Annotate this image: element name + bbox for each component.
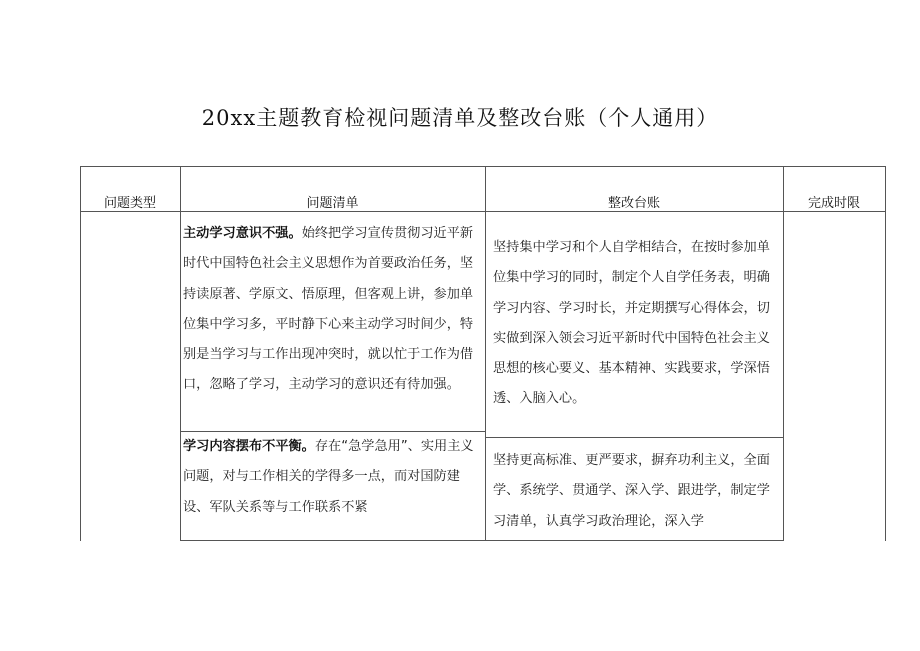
table-divider-2 bbox=[485, 166, 486, 541]
header-rectification: 整改台账 bbox=[607, 196, 660, 211]
header-problem-list: 问题清单 bbox=[306, 196, 359, 211]
row-1-bottom-right bbox=[485, 437, 784, 438]
table-border-left bbox=[80, 166, 81, 541]
table-border-right bbox=[885, 166, 886, 541]
row-2-bottom bbox=[180, 540, 784, 541]
table-divider-3 bbox=[783, 166, 784, 541]
rectification-cell-2 bbox=[493, 446, 783, 537]
problem-body-2: 存在“急学急用”、实用主义问题，对与工作相关的学得多一点，而对国防建设、军队关系等与工作联系不紧 bbox=[183, 439, 474, 515]
table-border-top bbox=[80, 166, 886, 167]
header-problem-type: 问题类型 bbox=[103, 196, 156, 211]
rectification-text-2: 坚持更高标准、更严要求，摒弃功利主义，全面学、系统学、贯通学、深入学、跟进学，制定学习清单，认真学习政治理论，深入学 bbox=[493, 453, 770, 529]
header-bottom-border bbox=[80, 211, 886, 212]
rectification-cell-1 bbox=[493, 233, 783, 415]
problem-cell-1 bbox=[183, 219, 485, 401]
problem-lead-2: 学习内容摆布不平衡。 bbox=[183, 439, 315, 454]
document-title: 20xx主题教育检视问题清单及整改台账（个人通用） bbox=[201, 106, 719, 130]
problem-body-1: 始终把学习宣传贯彻习近平新时代中国特色社会主义思想作为首要政治任务，坚持读原著、学原文、悟原理，但客观上讲，参加单位集中学习多，平时静下心来主动学习时间少，特别是当学习与工作出现冲突时，就以忙于工作为借口，忽略了学习，主动学习的意识还有待加强。 bbox=[183, 226, 474, 393]
table-divider-1 bbox=[180, 166, 181, 541]
header-deadline: 完成时限 bbox=[807, 196, 860, 211]
rectification-text-1: 坚持集中学习和个人自学相结合，在按时参加单位集中学习的同时，制定个人自学任务表，明确学习内容、学习时长，并定期撰写心得体会，切实做到深入领会习近平新时代中国特色社会主义思想的核心要义、基本精神、实践要求，学深悟透、入脑入心。 bbox=[493, 240, 770, 407]
problem-lead-1: 主动学习意识不强。 bbox=[183, 226, 302, 241]
problem-cell-2 bbox=[183, 432, 479, 523]
